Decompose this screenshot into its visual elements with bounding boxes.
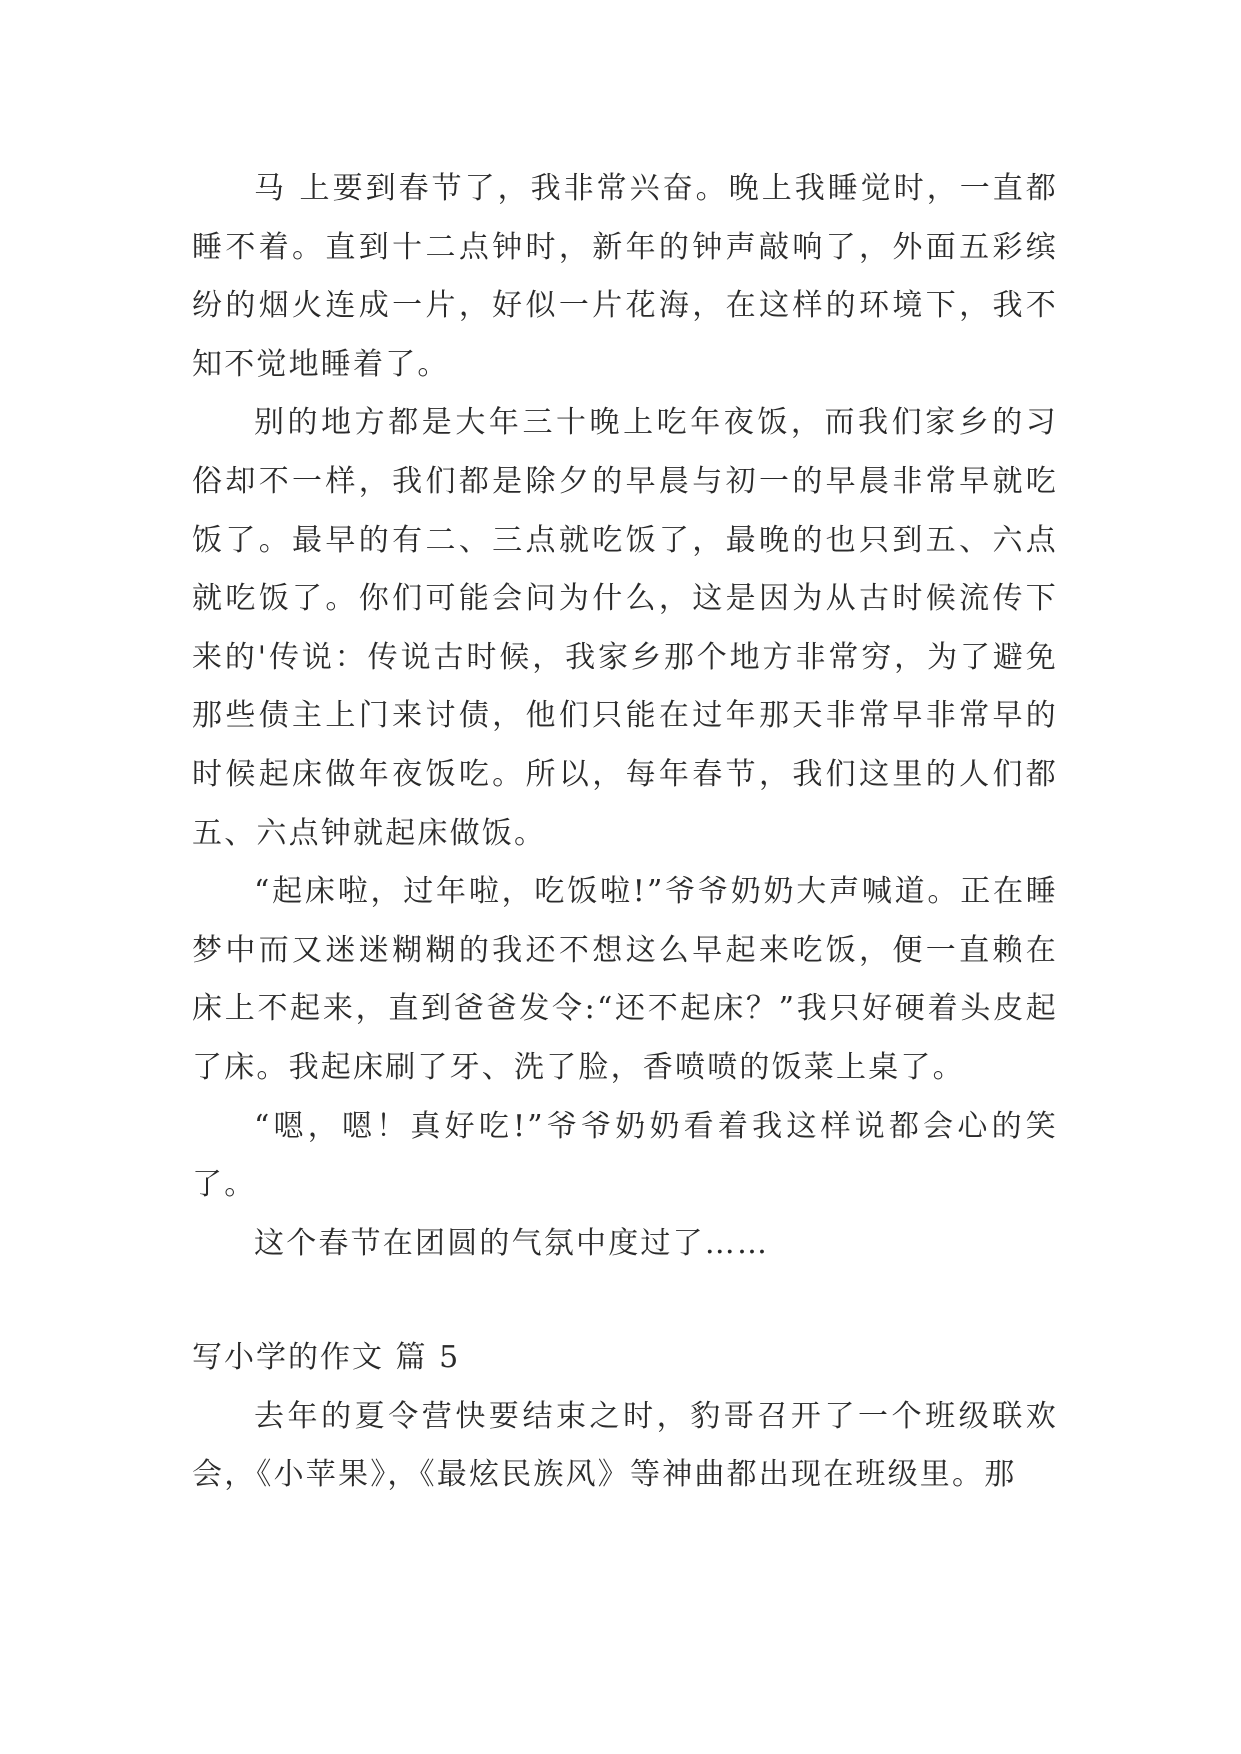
paragraph: “嗯，嗯！真好吃!”爷爷奶奶看着我这样说都会心的笑了。 [192,1108,1058,1203]
paragraph: 去年的夏令营快要结束之时，豹哥召开了一个班级联欢会，《小苹果》，《最炫民族风》等神曲都出现在班级里。那 [192,1398,1058,1493]
paragraph: 这个春节在团圆的气氛中度过了…… [254,1225,770,1261]
paragraph: 马 上要到春节了，我非常兴奋。晚上我睡觉时，一直都睡不着。直到十二点钟时，新年的钟声敲响了，外面五彩缤纷的烟火连成一片，好似一片花海，在这样的环境下，我不知不觉地睡着了。 [192,171,1058,382]
paragraph: “起床啦，过年啦，吃饭啦!”爷爷奶奶大声喊道。正在睡梦中而又迷迷糊糊的我还不想这么早起来吃饭，便一直赖在床上不起来，直到爸爸发令:“还不起床？”我只好硬着头皮起了床。我起床刷了牙、洗了脸，香喷喷的饭菜上桌了。 [192,874,1058,1085]
document-page [192,160,1058,1505]
section-heading: 写小学的作文 篇 5 [192,1340,461,1376]
paragraph: 别的地方都是大年三十晚上吃年夜饭，而我们家乡的习俗却不一样，我们都是除夕的早晨与初一的早晨非常早就吃饭了。最早的有二、三点就吃饭了，最晚的也只到五、六点就吃饭了。你们可能会问为什么，这是因为从古时候流传下来的'传说：传说古时候，我家乡那个地方非常穷，为了避免那些债主上门来讨债，他们只能在过年那天非常早非常早的时候起床做年夜饭吃。所以，每年春节，我们这里的人们都五、六点钟就起床做饭。 [192,405,1058,851]
